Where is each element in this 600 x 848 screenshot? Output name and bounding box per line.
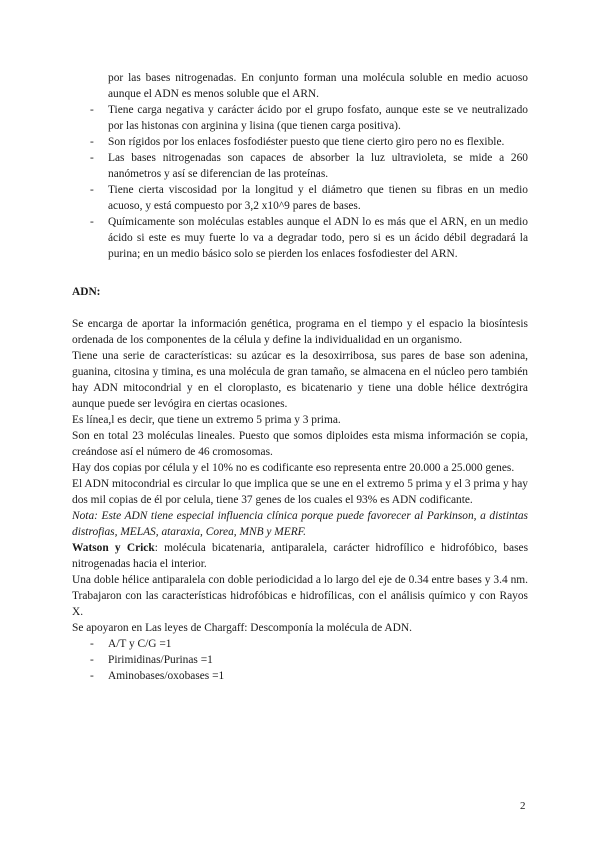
list-item: - Aminobases/oxobases =1: [72, 668, 528, 684]
list-item: - A/T y C/G =1: [72, 636, 528, 652]
list-item: - Químicamente son moléculas estables aunque el ADN lo es más que el ARN, en un medio ácido si este es muy fuerte lo va a degradar todo, pero si es un ácido débil degradará la purina; en un medio básico solo se pierden los enlaces fosfodiester del ARN.: [72, 214, 528, 262]
page-number: 2: [520, 800, 526, 812]
paragraph: Se encarga de aportar la información genética, programa en el tiempo y el espacio la biosíntesis ordenada de los componentes de la célula y define la individualidad en un organismo.: [72, 318, 528, 346]
continuation-paragraph: por las bases nitrogenadas. En conjunto forman una molécula soluble en medio acuoso aunque el ADN es menos soluble que el ARN.: [108, 72, 528, 100]
watson-crick-paragraph: [72, 540, 528, 572]
list-item: - Tiene carga negativa y carácter ácido por el grupo fosfato, aunque este se ve neutralizado por las histonas con arginina y lisina (que tienen carga positiva).: [72, 102, 528, 134]
list-item: - Son rígidos por los enlaces fosfodiéster puesto que tiene cierto giro pero no es flexible.: [72, 134, 528, 150]
paragraph: Es línea,l es decir, que tiene un extremo 5 prima y 3 prima.: [72, 414, 341, 426]
chargaff-intro: Se apoyaron en Las leyes de Chargaff: Descomponía la molécula de ADN.: [72, 622, 412, 634]
chargaff-rules-list: [72, 636, 528, 684]
watson-crick-lead: Watson y Crick: [72, 542, 155, 554]
list-item: - Tiene cierta viscosidad por la longitud y el diámetro que tienen su fibras en un medio acuoso, y está compuesto por 3,2 x10^9 pares de bases.: [72, 182, 528, 214]
paragraph: El ADN mitocondrial es circular lo que implica que se une en el extremo 5 prima y el 3 prima y hay dos mil copias de él por celula, tiene 37 genes de los cuales el 93% es ADN codificante.: [72, 478, 528, 506]
paragraph: Son en total 23 moléculas lineales. Puesto que somos diploides esta misma información se copia, creándose así el número de 46 cromosomas.: [72, 430, 528, 458]
note-paragraph: Nota: Este ADN tiene especial influencia clínica porque puede favorecer al Parkinson, a distintas distrofias, MELAS, ataraxia, Corea, MNB y MERF.: [72, 510, 528, 538]
paragraph: Tiene una serie de características: su azúcar es la desoxirribosa, sus pares de base son adenina, guanina, citosina y timina, es una molécula de gran tamaño, se almacena en el núcleo pero también hay ADN mitocondrial y en el cloroplasto, es bicatenario y tiene una doble hélice dextrógira aunque puede ser levógira en ciertas ocasiones.: [72, 350, 528, 410]
properties-list: [72, 102, 528, 262]
helix-paragraph: Una doble hélice antiparalela con doble periodicidad a lo largo del eje de 0.34 entre bases y 3.4 nm. Trabajaron con las características hidrofóbicas e hidrofílicas, con el análisis químico y con Rayos X.: [72, 574, 528, 618]
document-page: [72, 70, 528, 684]
paragraph: Hay dos copias por célula y el 10% no es codificante eso representa entre 20.000 a 25.000 genes.: [72, 462, 515, 474]
list-item: - Las bases nitrogenadas son capaces de absorber la luz ultravioleta, se mide a 260 nanómetros y así se diferencian de las proteínas.: [72, 150, 528, 182]
watson-crick-text: : molécula bicatenaria, antiparalela, carácter hidrofílico e hidrofóbico, bases nitrogenadas hacia el interior.: [72, 542, 528, 570]
section-heading: ADN:: [72, 286, 101, 298]
list-item: - Pirimidinas/Purinas =1: [72, 652, 528, 668]
